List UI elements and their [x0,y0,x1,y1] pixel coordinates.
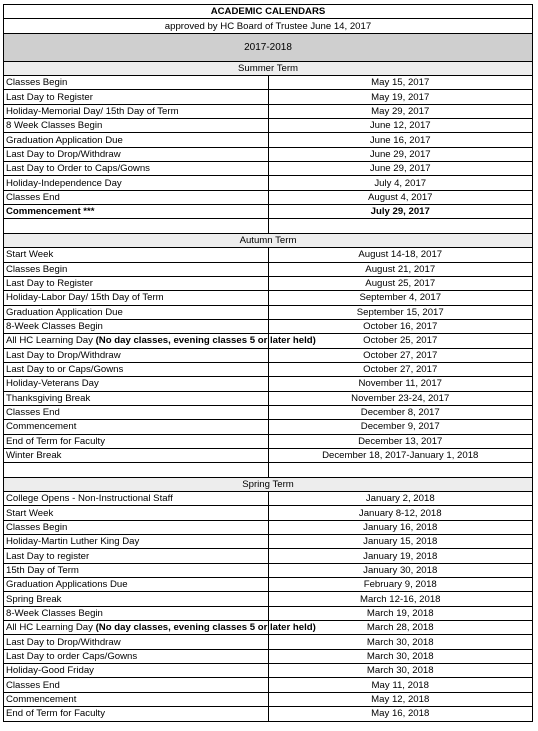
date-cell: December 18, 2017-January 1, 2018 [268,448,533,462]
blank-cell [4,219,269,233]
date-cell: October 25, 2017 [268,334,533,348]
calendar-row [4,578,533,592]
event-cell [4,362,269,376]
calendar-row [4,707,533,721]
term-name: Spring Term [4,477,533,491]
event-label: Last Day to or Caps/Gowns [6,364,124,376]
calendar-row [4,506,533,520]
date-cell: October 27, 2017 [268,362,533,376]
date-cell: March 30, 2018 [268,635,533,649]
event-label: Holiday-Independence Day [6,177,122,189]
date-cell: May 12, 2018 [268,692,533,706]
date-cell: December 9, 2017 [268,420,533,434]
date-cell: January 19, 2018 [268,549,533,563]
event-cell [4,649,269,663]
date-cell: January 8-12, 2018 [268,506,533,520]
event-label: Holiday-Veterans Day [6,378,99,390]
calendar-row [4,348,533,362]
date-cell: January 16, 2018 [268,520,533,534]
calendar-row [4,520,533,534]
event-label: Holiday-Labor Day/ 15th Day of Term [6,292,164,304]
event-cell [4,190,269,204]
calendar-row [4,621,533,635]
calendar-row [4,448,533,462]
year-band-row [4,33,533,61]
blank-cell [268,463,533,477]
calendar-row [4,319,533,333]
date-cell: July 4, 2017 [268,176,533,190]
event-cell [4,420,269,434]
title-row [4,5,533,19]
calendar-row [4,377,533,391]
calendar-table [3,4,533,722]
event-label: Classes End [6,191,60,203]
term-header-row [4,233,533,247]
date-cell: November 11, 2017 [268,377,533,391]
event-cell [4,506,269,520]
date-cell: February 9, 2018 [268,578,533,592]
event-note: (No day classes, evening classes 5 or later held) [95,622,316,634]
date-cell: January 15, 2018 [268,535,533,549]
date-cell: June 16, 2017 [268,133,533,147]
calendar-row [4,76,533,90]
event-note: (No day classes, evening classes 5 or later held) [95,335,316,347]
term-header-row [4,477,533,491]
calendar-row [4,190,533,204]
date-cell: May 16, 2018 [268,707,533,721]
calendar-row [4,90,533,104]
event-cell [4,635,269,649]
calendar-table-body [4,5,533,722]
event-cell [4,104,269,118]
event-cell [4,621,316,635]
calendar-row [4,563,533,577]
date-cell: December 8, 2017 [268,405,533,419]
calendar-row [4,405,533,419]
event-cell [4,448,269,462]
calendar-row [4,664,533,678]
date-cell: May 15, 2017 [268,76,533,90]
date-cell: June 29, 2017 [268,162,533,176]
date-cell: May 19, 2017 [268,90,533,104]
term-header-row [4,61,533,75]
event-cell [4,90,269,104]
event-cell [4,262,269,276]
event-cell [4,549,269,563]
event-cell [4,377,269,391]
event-label: Graduation Applications Due [6,579,128,591]
event-cell [4,535,269,549]
date-cell: March 30, 2018 [268,649,533,663]
calendar-row [4,305,533,319]
event-cell [4,334,316,348]
date-cell: March 28, 2018 [268,621,533,635]
event-label: Commencement [6,693,77,705]
event-cell [4,119,269,133]
academic-calendar-sheet [3,4,533,722]
date-cell: January 2, 2018 [268,492,533,506]
event-label: 8-Week Classes Begin [6,321,103,333]
event-cell [4,162,269,176]
date-cell: July 29, 2017 [268,205,533,219]
calendar-row [4,334,533,348]
event-cell [4,348,269,362]
date-cell: January 30, 2018 [268,563,533,577]
calendar-row [4,420,533,434]
term-name: Summer Term [4,61,533,75]
event-cell [4,276,269,290]
date-cell: September 4, 2017 [268,291,533,305]
date-cell: October 27, 2017 [268,348,533,362]
event-label: All HC Learning Day [6,622,96,634]
event-label: All HC Learning Day [6,335,96,347]
calendar-row [4,176,533,190]
date-cell: August 25, 2017 [268,276,533,290]
date-cell: March 30, 2018 [268,664,533,678]
calendar-row [4,162,533,176]
event-label: Classes Begin [6,77,68,89]
event-label: Start Week [6,249,54,261]
calendar-row [4,362,533,376]
calendar-row [4,535,533,549]
event-label: Last Day to Drop/Withdraw [6,636,121,648]
calendar-row [4,692,533,706]
blank-cell [268,219,533,233]
event-cell [4,248,269,262]
event-cell [4,176,269,190]
event-cell [4,520,269,534]
calendar-row [4,649,533,663]
calendar-title: ACADEMIC CALENDARS [4,5,533,19]
date-cell: June 12, 2017 [268,119,533,133]
subtitle-row [4,19,533,33]
event-label: Classes End [6,407,60,419]
date-cell: June 29, 2017 [268,147,533,161]
calendar-row [4,133,533,147]
event-label: Holiday-Good Friday [6,665,94,677]
calendar-row [4,434,533,448]
event-cell [4,205,269,219]
calendar-row [4,635,533,649]
calendar-row [4,678,533,692]
event-label: 15th Day of Term [6,564,79,576]
event-label: Last Day to Order to Caps/Gowns [6,163,150,175]
event-label: End of Term for Faculty [6,708,105,720]
calendar-row [4,291,533,305]
event-label: Commencement *** [6,206,95,218]
date-cell: November 23-24, 2017 [268,391,533,405]
event-cell [4,305,269,319]
calendar-row [4,492,533,506]
calendar-row [4,606,533,620]
date-cell: August 14-18, 2017 [268,248,533,262]
calendar-row [4,592,533,606]
event-cell [4,592,269,606]
date-cell: May 29, 2017 [268,104,533,118]
date-cell: August 21, 2017 [268,262,533,276]
date-cell: December 13, 2017 [268,434,533,448]
calendar-row [4,248,533,262]
event-label: End of Term for Faculty [6,435,105,447]
event-cell [4,405,269,419]
event-label: College Opens - Non-Instructional Staff [6,493,173,505]
event-label: Last Day to Drop/Withdraw [6,148,121,160]
calendar-row [4,276,533,290]
event-label: Thanksgiving Break [6,392,91,404]
event-cell [4,434,269,448]
event-label: Classes Begin [6,263,68,275]
date-cell: October 16, 2017 [268,319,533,333]
event-label: Classes Begin [6,521,68,533]
event-label: Last Day to Register [6,278,93,290]
event-label: Last Day to Register [6,91,93,103]
event-label: Last Day to order Caps/Gowns [6,650,138,662]
event-cell [4,707,269,721]
calendar-row [4,391,533,405]
event-cell [4,606,269,620]
calendar-subtitle: approved by HC Board of Trustee June 14, 2017 [4,19,533,33]
date-cell: March 12-16, 2018 [268,592,533,606]
calendar-row [4,205,533,219]
calendar-row [4,147,533,161]
event-cell [4,578,269,592]
event-label: Graduation Application Due [6,306,123,318]
date-cell: May 11, 2018 [268,678,533,692]
blank-row [4,463,533,477]
blank-cell [4,463,269,477]
date-cell: March 19, 2018 [268,606,533,620]
event-label: Spring Break [6,593,62,605]
event-cell [4,678,269,692]
event-label: Last Day to Drop/Withdraw [6,349,121,361]
event-cell [4,291,269,305]
event-cell [4,319,269,333]
event-cell [4,664,269,678]
calendar-row [4,104,533,118]
event-label: Graduation Application Due [6,134,123,146]
event-label: 8-Week Classes Begin [6,607,103,619]
event-label: Start Week [6,507,54,519]
blank-row [4,219,533,233]
event-label: Holiday-Memorial Day/ 15th Day of Term [6,105,179,117]
event-cell [4,133,269,147]
event-cell [4,147,269,161]
event-cell [4,76,269,90]
academic-year: 2017-2018 [4,33,533,61]
calendar-row [4,262,533,276]
event-cell [4,391,269,405]
event-label: Classes End [6,679,60,691]
calendar-row [4,119,533,133]
term-name: Autumn Term [4,233,533,247]
event-label: Commencement [6,421,77,433]
event-cell [4,692,269,706]
event-label: Holiday-Martin Luther King Day [6,536,140,548]
date-cell: September 15, 2017 [268,305,533,319]
event-cell [4,492,269,506]
calendar-row [4,549,533,563]
event-label: Last Day to register [6,550,90,562]
event-label: Winter Break [6,450,62,462]
event-cell [4,563,269,577]
event-label: 8 Week Classes Begin [6,120,103,132]
date-cell: August 4, 2017 [268,190,533,204]
